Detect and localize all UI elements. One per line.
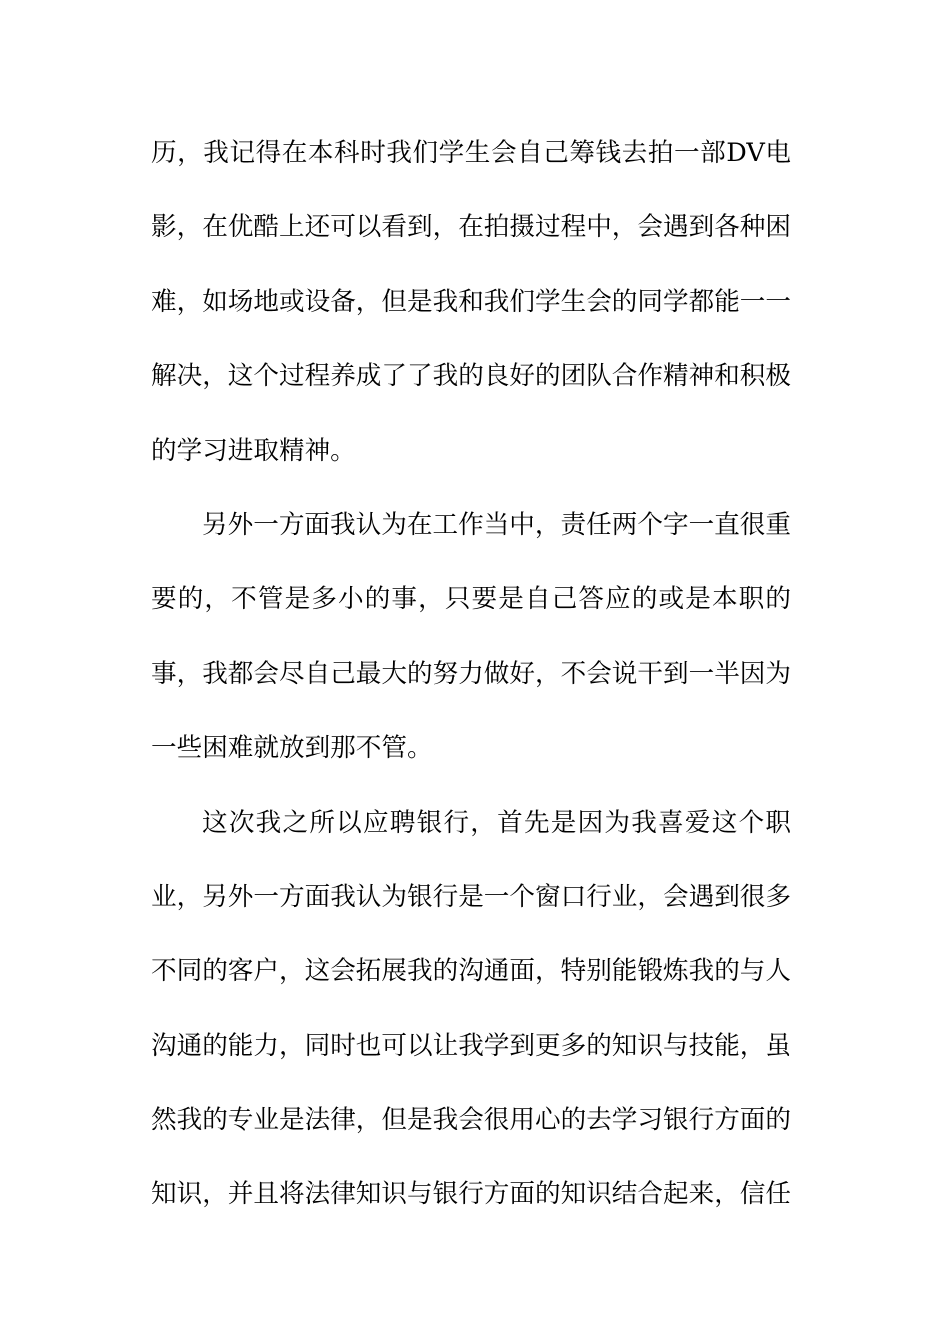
- paragraph-first-line: 这次我之所以应聘银行，首先是因为我喜爱这个职: [202, 807, 791, 838]
- text-line: 不同的客户，这会拓展我的沟通面，特别能锻炼我的与人: [151, 956, 791, 987]
- paragraph-first-line: 另外一方面我认为在工作当中，责任两个字一直很重: [202, 509, 791, 540]
- text-line: 事，我都会尽自己最大的努力做好，不会说干到一半因为: [151, 658, 791, 689]
- text-line: 历，我记得在本科时我们学生会自己筹钱去拍一部DV电: [151, 138, 791, 168]
- text-line: 影，在优酷上还可以看到，在拍摄过程中，会遇到各种困: [151, 212, 791, 243]
- text-line: 知识，并且将法律知识与银行方面的知识结合起来，信任: [151, 1179, 791, 1210]
- text-line: 的学习进取精神。: [151, 435, 356, 466]
- document-body: [151, 128, 791, 1244]
- text-line: 然我的专业是法律，但是我会很用心的去学习银行方面的: [151, 1105, 791, 1136]
- text-line: 解决，这个过程养成了了我的良好的团队合作精神和积极: [151, 361, 791, 392]
- text-line: 一些困难就放到那不管。: [151, 733, 433, 764]
- text-line: 业，另外一方面我认为银行是一个窗口行业，会遇到很多: [151, 881, 791, 912]
- text-line: 要的，不管是多小的事，只要是自己答应的或是本职的: [151, 584, 791, 615]
- text-line: 沟通的能力，同时也可以让我学到更多的知识与技能，虽: [151, 1030, 791, 1061]
- text-line: 难，如场地或设备，但是我和我们学生会的同学都能一一: [151, 286, 791, 317]
